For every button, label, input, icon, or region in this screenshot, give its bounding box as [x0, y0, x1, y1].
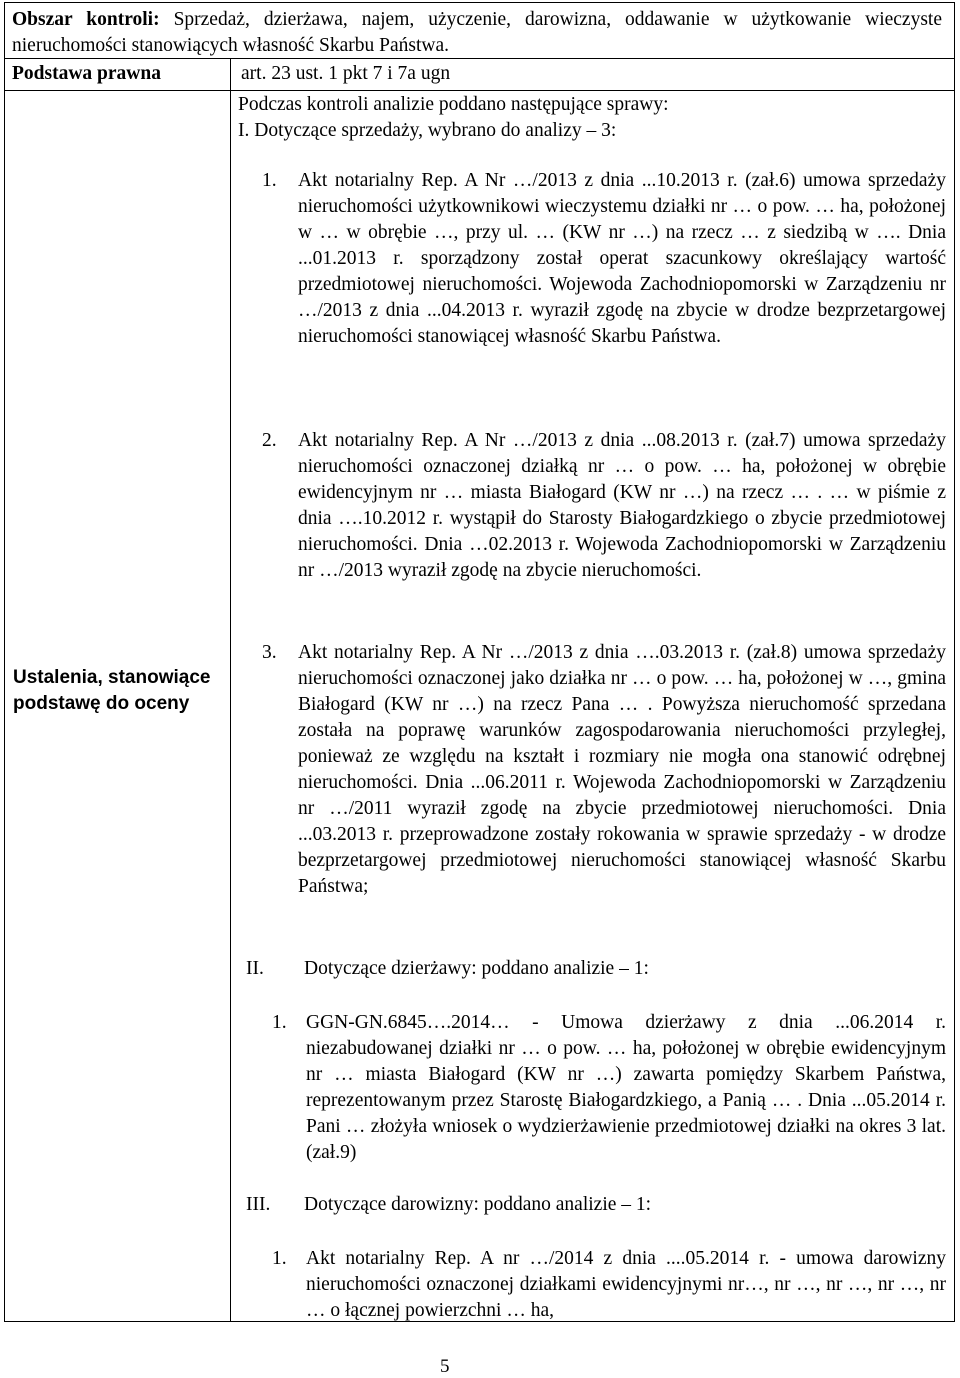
list-item: Akt notarialny Rep. A Nr …/2013 z dnia ...08.2013 r. (zał.7) umowa sprzedaży nieruchomości oznaczonej działką nr … o pow. … ha, położonej w obrębie ewidencyjnym nr … miasta Białogard (KW nr …) na rzecz … . … w piśmie z dnia ….10.2012 r. wystąpił do Starosty Białogardzkiego o zbycie przedmiotowej nieruchomości. Dnia …02.2013 r. Wojewoda Zachodniopomorski w Zarządzeniu nr …/2013 wyraził zgodę na zbycie nieruchomości.: [298, 430, 946, 581]
item-number: 1.: [272, 1012, 287, 1033]
column-divider: [230, 59, 231, 1321]
intro-text: Podczas kontroli analizie poddano następujące sprawy:: [238, 94, 669, 115]
section-3-number: III.: [246, 1194, 271, 1215]
legal-basis-value: art. 23 ust. 1 pkt 7 i 7a ugn: [241, 63, 451, 84]
legal-basis-label: Podstawa prawna: [12, 63, 161, 84]
control-area-value: Sprzedaż, dzierżawa, najem, użyczenie, darowizna, oddawanie w użytkowanie wieczyste nieruchomości stanowiących własność Skarbu Państwa.: [12, 9, 942, 56]
item-number: 1.: [272, 1248, 287, 1269]
findings-label: Ustalenia, stanowiące podstawę do oceny: [13, 667, 211, 714]
list-item: Akt notarialny Rep. A Nr …/2013 z dnia ….03.2013 r. (zał.8) umowa sprzedaży nieruchomości oznaczonej jako działka nr … o pow. … ha, położonej w …, gmina Białogard (KW nr …) na rzecz Pana … . Powyższa nieruchomość sprzedana została na poprawę warunków zagospodarowania nieruchomości przyległej, ponieważ ze względu na kształt i rozmiary nie mogła ona stanowić odrębnej nieruchomości. Dnia ...06.2011 r. Wojewoda Zachodniopomorski w Zarządzeniu nr …/2011 wyraził zgodę na zbycie przedmiotowej nieruchomości. Dnia ...03.2013 r. przeprowadzone zostały rokowania w sprawie sprzedaży - w drodze bezprzetargowej przedmiotowej nieruchomości stanowiącej własność Skarbu Państwa;: [298, 642, 946, 897]
section-2-number: II.: [246, 958, 264, 979]
page-number: 5: [440, 1356, 450, 1377]
legal-basis-row: [5, 59, 954, 91]
item-number: 1.: [262, 170, 277, 191]
control-area-label: Obszar kontroli:: [12, 9, 160, 30]
list-item: GGN-GN.6845….2014… - Umowa dzierżawy z dnia ...06.2014 r. niezabudowanej działki nr … o pow. … ha, położonej w obrębie ewidencyjnym nr … miasta Białogard (KW nr …) zawarta pomiędzy Skarbem Państwa, reprezentowanym przez Starostę Białogardzkiego, a Panią … . Dnia ...05.2014 r. Pani … złożyła wniosek o wydzierżawienie przedmiotowej działki na okres 3 lat. (zał.9): [306, 1012, 946, 1163]
section-2-heading: Dotyczące dzierżawy: poddano analizie – 1:: [304, 958, 649, 979]
section-3-heading: Dotyczące darowizny: poddano analizie – 1:: [304, 1194, 652, 1215]
control-area-text: [12, 7, 942, 59]
section-1-heading: I. Dotyczące sprzedaży, wybrano do analizy – 3:: [238, 120, 617, 141]
control-area-row: [5, 3, 954, 59]
item-number: 3.: [262, 642, 277, 663]
list-item: Akt notarialny Rep. A nr …/2014 z dnia ....05.2014 r. - umowa darowizny nieruchomości oznaczonej działkami ewidencyjnymi nr…, nr …, nr …, nr …, nr … o łącznej powierzchni … ha,: [306, 1248, 946, 1321]
list-item: Akt notarialny Rep. A Nr …/2013 z dnia ...10.2013 r. (zał.6) umowa sprzedaży nieruchomości użytkownikowi wieczystemu działki nr … o pow. … ha, położonej w … w obrębie …, przy ul. … (KW nr …) na rzecz … z siedzibą w …. Dnia ...01.2013 r. sporządzony został operat szacunkowy określający wartość przedmiotowej nieruchomości. Wojewoda Zachodniopomorski w Zarządzeniu nr …/2013 z dnia ...04.2013 r. wyraził zgodę na zbycie w drodze bezprzetargowej nieruchomości stanowiącej własność Skarbu Państwa.: [298, 170, 946, 347]
item-number: 2.: [262, 430, 277, 451]
